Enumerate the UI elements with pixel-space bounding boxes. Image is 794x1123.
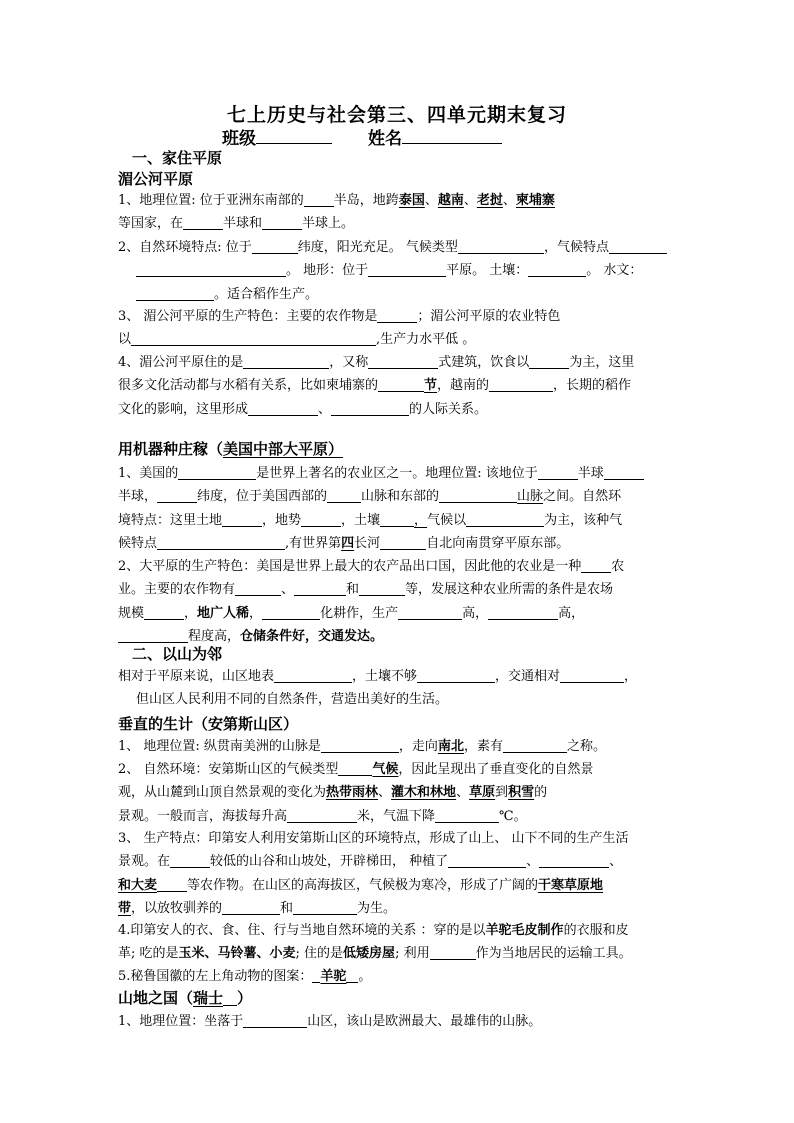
text-run [118,305,676,328]
subheading-us-plains [118,438,343,459]
section-heading-mountains: 二、以山为邻 [132,645,223,663]
text-run: 气候以 [427,512,467,528]
subheading-switzerland [118,987,252,1008]
text-run: 的 [534,785,548,801]
text-run: 纬度，位于美国西部的 [197,489,328,505]
text-run: 1、美国的 [118,466,179,481]
answer-blank[interactable] [287,808,357,823]
text-run: 业。主要的农作物有 [118,582,236,598]
text-run: 景观。一般而言，海拔每升高 [118,808,288,824]
text-run: ，长期的稻作 [553,378,632,394]
text-run: 4.印第安人的衣、食、住、行与当地自然环境的关系 ：穿的是以 [118,923,486,938]
text-run [118,555,676,578]
page-title: 七上历史与社会第三、四单元期末复习 [226,104,567,126]
andes-item-1 [118,735,676,758]
subheading-mekong: 湄公河平原 [118,170,194,188]
answer-blank[interactable] [118,628,188,643]
text-run [118,485,676,508]
text-run: 之称。 [566,739,606,754]
text-run [118,189,676,212]
text-run: 。 地形：位于 [286,263,369,279]
text-run: 草原 [469,785,496,801]
text-run: 3、 生产特点：印第安人利用安第斯山区的环境特点，形成了山上、 山下不同的生产生活 [118,831,629,846]
text-run: 玉米、马铃薯、小麦 [178,946,296,962]
text-run: 干寒草原地 [538,877,604,893]
text-run [118,259,676,282]
text-run: 气候 [372,762,399,777]
text-run: 半球上。 [302,216,355,232]
text-run: 作为当地居民的运输工具。 [475,946,632,962]
text-run: ，交通相对 [495,669,561,684]
text-run: 境特点：这里土地 [118,512,223,528]
text-run: 长河 [354,535,381,551]
text-run [118,509,676,532]
text-run: 到 [495,785,509,801]
answer-blank[interactable] [539,853,609,868]
answer-blank[interactable] [458,239,544,254]
text-run: 热带雨林 [326,785,379,801]
andes-item-4 [118,919,676,966]
text-run: 中部大平原） [253,440,344,458]
answer-blank[interactable] [131,331,376,346]
mekong-item-4 [118,351,676,421]
text-run: 、 [318,401,332,417]
text-run: 、 [609,854,623,870]
answer-blank[interactable] [435,808,499,823]
text-run [118,942,676,965]
text-run: ，以放牧驯养的 [131,900,223,916]
text-run: ， [184,605,198,621]
answer-blank[interactable] [346,968,358,983]
text-run: 和 [280,900,294,916]
text-run: 相对于平原来说，山区地表 [118,669,275,684]
answer-blank[interactable] [439,488,517,503]
text-run: 用机器种庄稼（ [118,440,224,458]
answer-blank[interactable] [377,308,417,323]
us-item-1 [118,462,676,555]
text-run: 但山区人民利用不同的自然条件，营造出美好的生活。 [136,692,449,708]
mekong-item-2 [118,236,676,306]
answer-blank[interactable] [170,853,210,868]
text-run: 节 [424,378,438,394]
answer-blank[interactable] [430,945,476,960]
text-run: 、 [526,854,540,870]
text-run: 羊驼 [320,969,347,984]
answer-blank[interactable] [466,512,544,527]
text-run: 老挝 [476,193,503,208]
text-run: 4、湄公河平原住的是 [118,355,244,370]
swiss-item-1 [118,1010,676,1033]
text-run: 景观。在 [118,854,171,870]
text-run [118,919,676,942]
answer-blank[interactable] [560,668,624,683]
text-run: ， [624,669,638,684]
text-run: 化耕作，生产 [320,605,399,621]
mountain-intro [118,665,676,712]
answer-blank[interactable] [157,877,187,892]
text-run: 1、地理位置: 位于亚洲东南部的 [118,193,304,208]
text-run: ， [414,512,428,528]
text-run: 革; 吃的是 [118,946,179,962]
text-run: 的衣服和皮 [563,923,629,938]
text-run: 2、自然环境特点: 位于 [118,240,252,255]
answer-blank[interactable] [448,853,526,868]
text-run: 地广人稀 [197,605,250,621]
text-run: 半岛，地跨 [333,193,399,208]
answer-blank[interactable] [488,605,558,620]
answer-blank[interactable] [380,535,426,550]
text-run: 带 [118,900,132,916]
text-run [223,991,237,1006]
text-run [118,602,676,625]
text-run: 观，从山麓到山顶自然景观的变化为 [118,785,327,801]
text-run: 。 [358,969,372,984]
answer-blank[interactable] [321,738,399,753]
answer-blank[interactable] [538,465,578,480]
text-run: ，土壤 [341,512,381,528]
andes-item-3 [118,827,676,920]
text-run: ℃。 [499,808,527,824]
text-run: 四 [341,535,355,551]
answer-blank[interactable] [157,488,197,503]
answer-blank[interactable] [144,605,184,620]
text-run: 2、大平原的生产特色：美国是世界上最大的农产品出口国，因此他的农业是一种 [118,559,582,574]
text-run [118,398,676,421]
text-run: 以 [118,332,132,348]
mekong-item-3 [118,305,676,352]
answer-blank[interactable] [222,900,280,915]
text-run: ） [237,989,253,1007]
text-run: 灌木和林地 [391,785,457,801]
text-run: 很多文化活动都与水稻有关系，比如柬埔寨的 [118,378,379,394]
text-run [118,212,676,235]
answer-blank[interactable] [235,581,281,596]
text-run [118,462,676,485]
answer-blank[interactable] [528,262,586,277]
answer-blank[interactable] [368,354,438,369]
text-run: 、 [281,582,295,598]
text-run: ，因此呈现出了垂直变化的自然景 [398,762,594,777]
text-run: 和大麦 [118,877,158,893]
answer-blank[interactable] [262,215,302,230]
text-run [118,965,676,988]
text-run [118,805,676,828]
text-run: 山地之国（ [118,989,194,1007]
answer-blank[interactable] [331,401,409,416]
answer-blank[interactable] [262,605,320,620]
answer-blank[interactable] [368,262,446,277]
answer-blank[interactable] [183,215,223,230]
text-run: ；湄公河平原的农业特色 [417,309,561,324]
answer-blank[interactable] [327,488,361,503]
andes-item-2 [118,758,676,828]
text-run: 山脉和东部的 [361,489,440,505]
text-run: 半球和 [223,216,263,232]
answer-blank[interactable] [274,668,352,683]
text-run [118,236,676,259]
text-run [118,374,676,397]
answer-blank[interactable] [243,1013,307,1028]
text-run: 程度高， [188,628,241,644]
answer-blank[interactable] [301,512,341,527]
text-run: 泰国 [398,193,425,208]
text-run: ; 住的是 [295,946,344,962]
text-run: 高， [462,605,489,621]
text-run: ; 利用 [395,946,430,962]
text-run: 半球 [577,466,604,481]
text-run [118,1010,676,1033]
text-run: 高， [558,605,585,621]
text-run [118,328,676,351]
text-run: 农 [611,559,625,574]
text-run: ，土壤不够 [352,669,418,684]
answer-blank[interactable] [157,535,285,550]
answer-blank[interactable] [503,738,567,753]
text-run: 1、地理位置：坐落于 [118,1014,244,1029]
text-run: 式建筑，饮食以 [438,355,530,370]
answer-blank[interactable] [338,761,372,776]
text-run: 山脉 [517,489,544,505]
text-run: ，地势 [262,512,302,528]
answer-blank[interactable] [609,239,667,254]
text-run: 、 [502,193,516,208]
class-name-line [222,124,502,149]
text-run [118,781,676,804]
text-run: 、 [463,193,477,208]
answer-blank[interactable] [293,900,357,915]
text-run: 的人际关系。 [409,401,488,417]
text-run: ， [249,605,263,621]
text-run [118,665,676,688]
answer-blank[interactable] [294,581,346,596]
name-label: 姓名 [368,129,402,149]
answer-blank[interactable] [604,465,644,480]
andes-item-5 [118,965,676,988]
text-run: 瑞士 [193,989,224,1007]
answer-blank[interactable] [378,377,424,392]
text-run: 和 [346,582,360,598]
text-run: 是世界上著名的农业区之一。地理位置: 该地位于 [256,466,538,481]
text-run: 1、 地理位置: 纵贯南美洲的山脉是 [118,739,321,754]
text-run [118,532,676,555]
answer-blank[interactable] [222,512,262,527]
text-run: 规模 [118,605,145,621]
subheading-andes: 垂直的生计（安第斯山区） [118,715,299,733]
text-run: 低矮房屋 [343,946,396,962]
text-run: 山区，该山是欧洲最大、最雄伟的山脉。 [307,1014,542,1029]
text-run: 。 水文： [586,263,643,279]
text-run: 、 [378,785,392,801]
text-run: 自北向南贯穿平原东部。 [426,535,570,551]
text-run: 、 [424,193,438,208]
text-run: ，越南的 [437,378,490,394]
text-run: 为生。 [357,900,397,916]
text-run: 南北 [437,739,464,754]
text-run [118,688,676,711]
text-run: 半球， [118,489,158,505]
answer-blank[interactable] [417,668,495,683]
answer-blank[interactable] [136,286,214,301]
answer-blank[interactable] [529,354,569,369]
text-run: ，气候特点 [543,240,609,255]
text-run: 等，发展这种农业所需的条件是农场 [405,582,614,598]
text-run: 等国家，在 [118,216,184,232]
text-run [118,874,676,897]
text-run [118,351,676,374]
answer-blank[interactable] [581,558,611,573]
text-run: 之间。自然环 [543,489,622,505]
us-item-2 [118,555,676,648]
text-run: 米，气温下降 [357,808,436,824]
text-run [118,735,676,758]
text-run [118,827,676,850]
name-blank[interactable] [402,126,502,144]
text-run: ，又称 [329,355,369,370]
text-run: 。适合稻作生产。 [214,286,319,302]
text-run: 文化的影响，这里形成 [118,401,249,417]
answer-blank[interactable] [489,377,553,392]
text-run: 羊驼毛皮制作 [485,923,564,938]
answer-blank[interactable] [243,354,329,369]
text-run: 为主，该种气 [544,512,623,528]
text-run: 为主，这里 [569,355,635,370]
text-run: 、 [456,785,470,801]
answer-blank[interactable] [359,581,405,596]
mekong-item-1 [118,189,676,236]
text-run: 较低的山谷和山坡处，开辟梯田， 种植了 [210,854,449,870]
text-run: ，走向 [398,739,438,754]
text-run: 3、 湄公河平原的生产特色：主要的农作物是 [118,309,378,324]
answer-blank[interactable] [252,239,298,254]
answer-blank[interactable] [304,192,334,207]
text-run: 柬埔寨 [515,193,555,208]
text-run [118,283,676,306]
text-run: 仓储条件好，交通发达。 [240,628,384,644]
text-run: ，素有 [463,739,503,754]
text-run: ,有世界第 [285,535,342,551]
text-run [118,758,676,781]
text-run: 5.秘鲁国徽的左上角动物的图案： [118,969,313,984]
text-run: ,生产力水平低 。 [376,332,476,348]
answer-blank[interactable] [398,605,462,620]
answer-blank[interactable] [248,401,318,416]
class-label: 班级 [222,129,256,149]
answer-blank[interactable] [136,262,286,277]
text-run [118,578,676,601]
text-run: 积雪 [508,785,535,801]
text-run: 2、 自然环境：安第斯山区的气候类型 [118,762,339,777]
text-run: 平原。 土壤： [446,263,529,279]
class-blank[interactable] [256,126,332,144]
text-run: 纬度，阳光充足。 气候类型 [297,240,458,255]
text-run [118,850,676,873]
answer-blank[interactable] [380,512,414,527]
answer-blank[interactable] [178,465,256,480]
text-run: 等农作物。在山区的高海拔区，气候极为寒冷，形成了广阔的 [187,877,539,893]
text-run [118,897,676,920]
text-run: 美国 [223,440,254,458]
section-heading-plains: 一、家住平原 [132,149,223,167]
text-run: 候特点 [118,535,158,551]
text-run: 越南 [437,193,464,208]
